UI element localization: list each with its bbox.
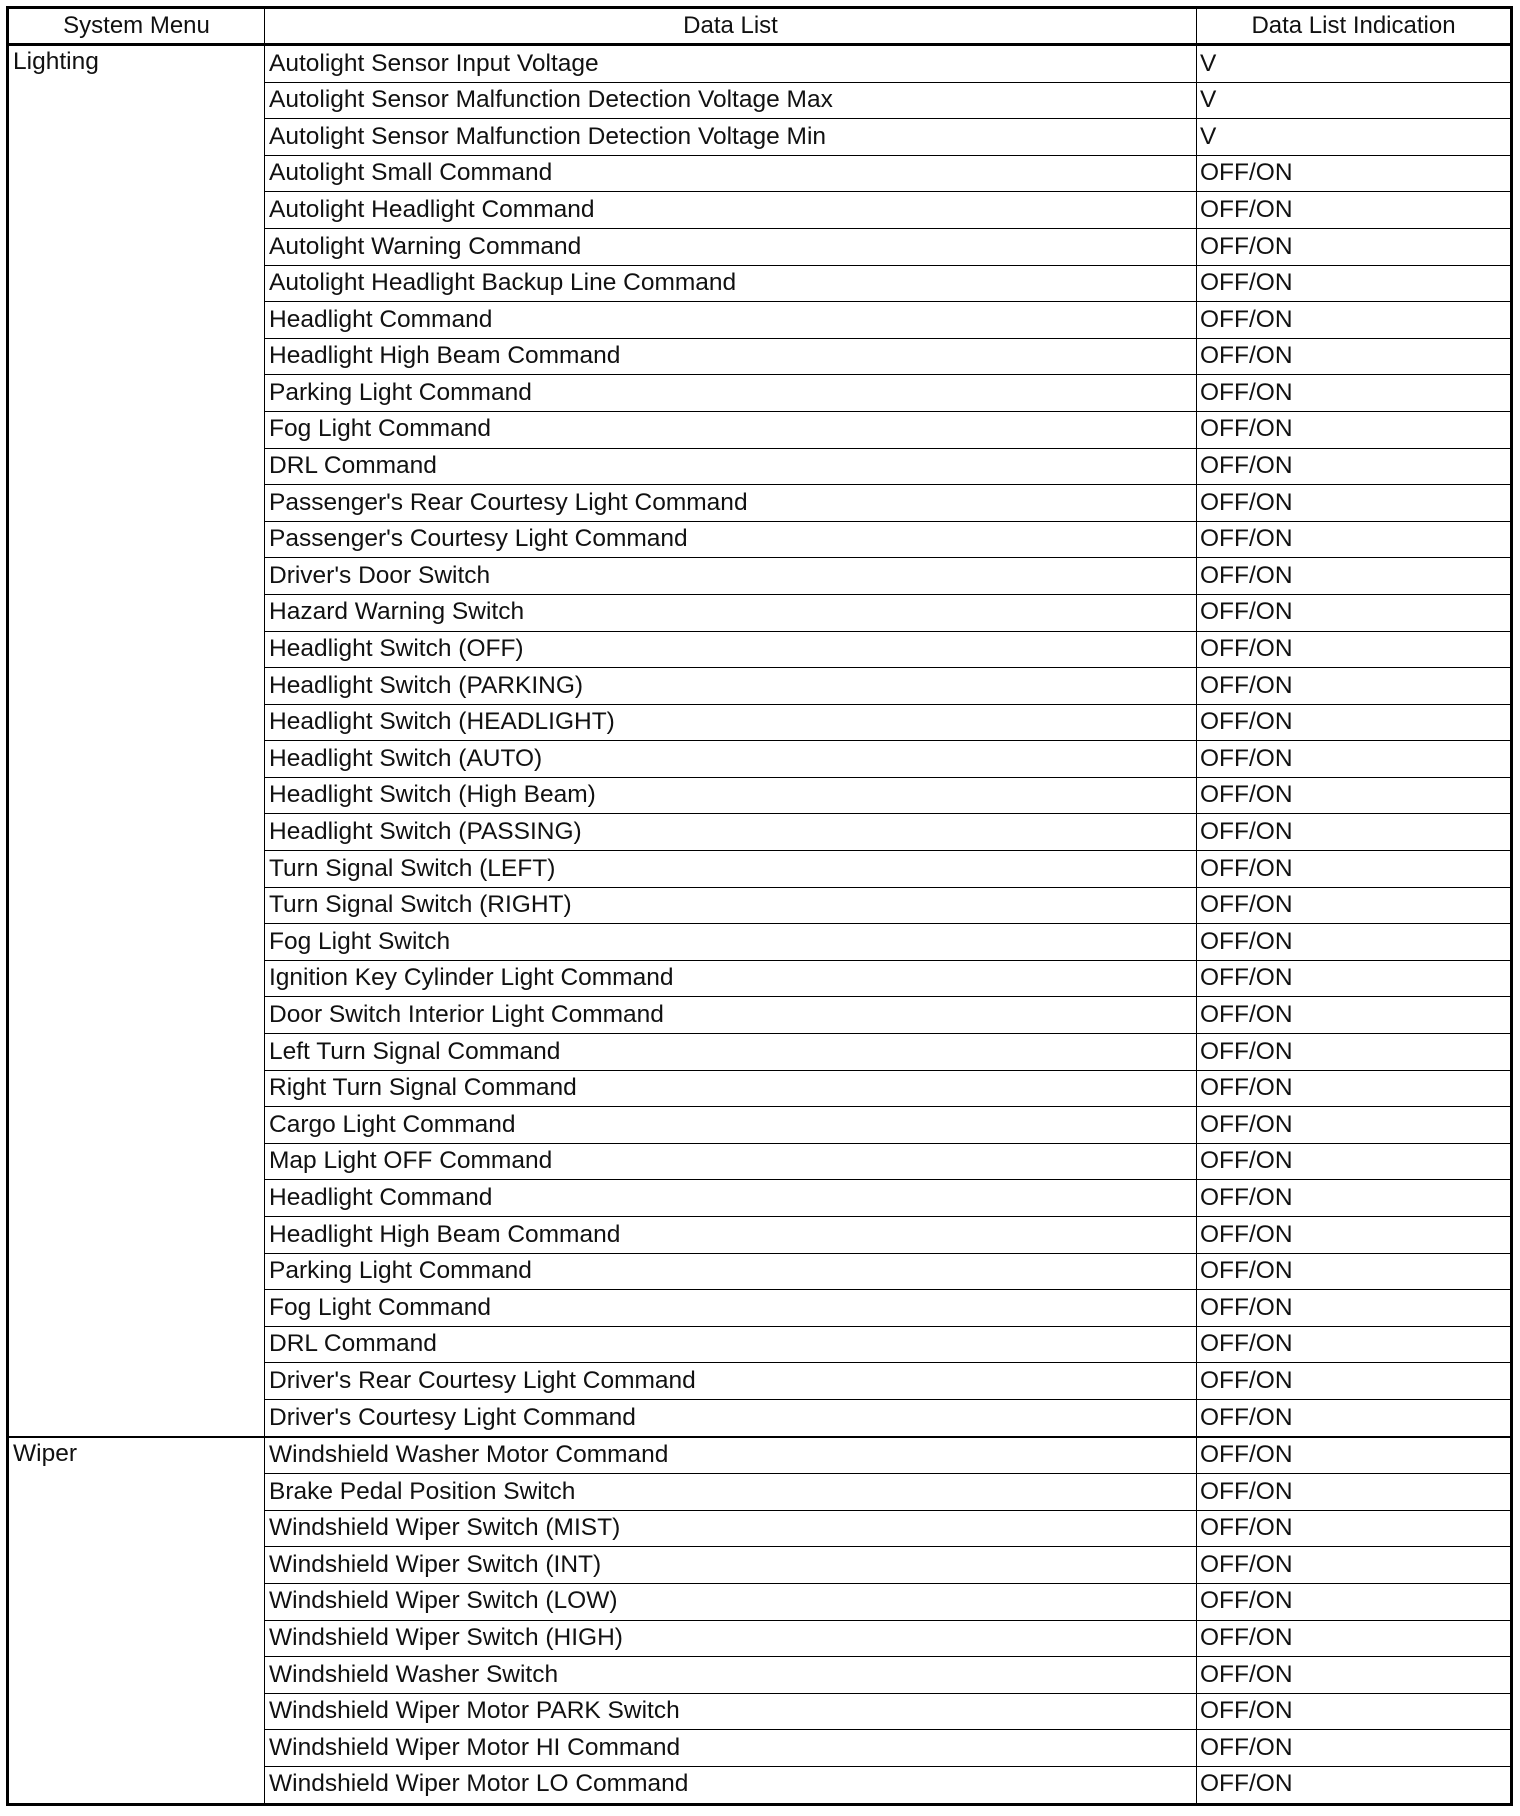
data-list-indication: OFF/ON bbox=[1197, 192, 1512, 229]
data-list-indication: OFF/ON bbox=[1197, 521, 1512, 558]
data-list-indication: OFF/ON bbox=[1197, 704, 1512, 741]
data-list-item: Driver's Courtesy Light Command bbox=[265, 1399, 1197, 1436]
data-list-indication: OFF/ON bbox=[1197, 668, 1512, 705]
data-list-table bbox=[6, 6, 1513, 1806]
header-data-list-indication: Data List Indication bbox=[1197, 8, 1512, 45]
data-list-indication: OFF/ON bbox=[1197, 558, 1512, 595]
table-row bbox=[8, 1437, 1512, 1474]
data-list-indication: OFF/ON bbox=[1197, 1474, 1512, 1511]
data-list-item: Windshield Wiper Motor PARK Switch bbox=[265, 1693, 1197, 1730]
data-list-item: Parking Light Command bbox=[265, 1253, 1197, 1290]
data-list-indication: OFF/ON bbox=[1197, 302, 1512, 339]
data-list-indication: OFF/ON bbox=[1197, 1253, 1512, 1290]
data-list-item: Turn Signal Switch (LEFT) bbox=[265, 851, 1197, 888]
data-list-indication: OFF/ON bbox=[1197, 777, 1512, 814]
data-list-item: Driver's Rear Courtesy Light Command bbox=[265, 1363, 1197, 1400]
data-list-indication: OFF/ON bbox=[1197, 375, 1512, 412]
data-list-item: Driver's Door Switch bbox=[265, 558, 1197, 595]
data-list-item: Map Light OFF Command bbox=[265, 1143, 1197, 1180]
data-list-indication: OFF/ON bbox=[1197, 1620, 1512, 1657]
data-list-indication: OFF/ON bbox=[1197, 960, 1512, 997]
data-list-item: Brake Pedal Position Switch bbox=[265, 1474, 1197, 1511]
data-list-item: Headlight High Beam Command bbox=[265, 338, 1197, 375]
data-list-indication: OFF/ON bbox=[1197, 1217, 1512, 1254]
data-list-item: Parking Light Command bbox=[265, 375, 1197, 412]
system-menu-cell: Wiper bbox=[8, 1437, 265, 1804]
data-list-item: Autolight Sensor Input Voltage bbox=[265, 45, 1197, 83]
data-list-indication: OFF/ON bbox=[1197, 814, 1512, 851]
data-list-indication: V bbox=[1197, 119, 1512, 156]
data-list-item: Headlight Switch (PARKING) bbox=[265, 668, 1197, 705]
data-list-indication: OFF/ON bbox=[1197, 1363, 1512, 1400]
data-list-item: Hazard Warning Switch bbox=[265, 594, 1197, 631]
data-list-item: DRL Command bbox=[265, 448, 1197, 485]
data-list-indication: OFF/ON bbox=[1197, 1547, 1512, 1584]
data-list-item: Autolight Warning Command bbox=[265, 228, 1197, 265]
data-list-indication: OFF/ON bbox=[1197, 741, 1512, 778]
data-list-indication: V bbox=[1197, 82, 1512, 119]
data-list-item: Left Turn Signal Command bbox=[265, 1034, 1197, 1071]
data-list-item: Windshield Wiper Switch (MIST) bbox=[265, 1510, 1197, 1547]
data-list-item: Autolight Sensor Malfunction Detection Voltage Max bbox=[265, 82, 1197, 119]
header-system-menu: System Menu bbox=[8, 8, 265, 45]
data-list-indication: OFF/ON bbox=[1197, 1693, 1512, 1730]
data-list-indication: OFF/ON bbox=[1197, 155, 1512, 192]
data-list-item: Windshield Wiper Switch (HIGH) bbox=[265, 1620, 1197, 1657]
data-list-item: Windshield Wiper Motor HI Command bbox=[265, 1730, 1197, 1767]
data-list-indication: OFF/ON bbox=[1197, 1180, 1512, 1217]
data-list-item: Door Switch Interior Light Command bbox=[265, 997, 1197, 1034]
data-list-item: Autolight Small Command bbox=[265, 155, 1197, 192]
data-list-item: Fog Light Command bbox=[265, 1290, 1197, 1327]
data-list-item: Windshield Washer Motor Command bbox=[265, 1437, 1197, 1474]
data-list-item: Headlight Switch (HEADLIGHT) bbox=[265, 704, 1197, 741]
data-list-indication: OFF/ON bbox=[1197, 1583, 1512, 1620]
data-list-item: Autolight Headlight Command bbox=[265, 192, 1197, 229]
data-list-item: Windshield Washer Switch bbox=[265, 1657, 1197, 1694]
data-list-indication: OFF/ON bbox=[1197, 1107, 1512, 1144]
data-list-indication: OFF/ON bbox=[1197, 997, 1512, 1034]
data-list-item: Windshield Wiper Switch (INT) bbox=[265, 1547, 1197, 1584]
data-list-indication: OFF/ON bbox=[1197, 1730, 1512, 1767]
data-list-indication: OFF/ON bbox=[1197, 887, 1512, 924]
data-list-indication: OFF/ON bbox=[1197, 411, 1512, 448]
data-list-indication: OFF/ON bbox=[1197, 631, 1512, 668]
data-list-item: Headlight High Beam Command bbox=[265, 1217, 1197, 1254]
data-list-indication: OFF/ON bbox=[1197, 338, 1512, 375]
data-list-indication: OFF/ON bbox=[1197, 924, 1512, 961]
data-list-item: Turn Signal Switch (RIGHT) bbox=[265, 887, 1197, 924]
data-list-indication: OFF/ON bbox=[1197, 1290, 1512, 1327]
data-list-indication: OFF/ON bbox=[1197, 228, 1512, 265]
data-list-item: Right Turn Signal Command bbox=[265, 1070, 1197, 1107]
data-list-item: Headlight Switch (High Beam) bbox=[265, 777, 1197, 814]
data-list-indication: OFF/ON bbox=[1197, 1437, 1512, 1474]
table-body bbox=[8, 45, 1512, 1805]
data-list-item: Cargo Light Command bbox=[265, 1107, 1197, 1144]
data-list-item: Windshield Wiper Motor LO Command bbox=[265, 1766, 1197, 1804]
data-list-item: Headlight Command bbox=[265, 1180, 1197, 1217]
data-list-indication: OFF/ON bbox=[1197, 1399, 1512, 1436]
data-list-item: Headlight Switch (PASSING) bbox=[265, 814, 1197, 851]
data-list-indication: OFF/ON bbox=[1197, 485, 1512, 522]
table-row bbox=[8, 45, 1512, 83]
data-list-indication: OFF/ON bbox=[1197, 594, 1512, 631]
header-row bbox=[8, 8, 1512, 45]
data-list-item: Headlight Command bbox=[265, 302, 1197, 339]
table-header bbox=[8, 8, 1512, 45]
data-list-indication: OFF/ON bbox=[1197, 1657, 1512, 1694]
data-list-item: Headlight Switch (OFF) bbox=[265, 631, 1197, 668]
data-list-item: Autolight Headlight Backup Line Command bbox=[265, 265, 1197, 302]
data-list-item: Fog Light Command bbox=[265, 411, 1197, 448]
data-list-indication: OFF/ON bbox=[1197, 1510, 1512, 1547]
data-list-item: Fog Light Switch bbox=[265, 924, 1197, 961]
header-data-list: Data List bbox=[265, 8, 1197, 45]
data-list-indication: OFF/ON bbox=[1197, 851, 1512, 888]
data-list-indication: OFF/ON bbox=[1197, 1326, 1512, 1363]
system-menu-cell: Lighting bbox=[8, 45, 265, 1437]
data-list-indication: OFF/ON bbox=[1197, 448, 1512, 485]
data-list-item: Windshield Wiper Switch (LOW) bbox=[265, 1583, 1197, 1620]
data-list-indication: OFF/ON bbox=[1197, 1034, 1512, 1071]
data-list-indication: OFF/ON bbox=[1197, 265, 1512, 302]
data-list-item: Headlight Switch (AUTO) bbox=[265, 741, 1197, 778]
data-list-indication: OFF/ON bbox=[1197, 1766, 1512, 1804]
data-list-indication: OFF/ON bbox=[1197, 1070, 1512, 1107]
data-list-item: Passenger's Rear Courtesy Light Command bbox=[265, 485, 1197, 522]
data-list-indication: V bbox=[1197, 45, 1512, 83]
data-list-item: DRL Command bbox=[265, 1326, 1197, 1363]
data-list-item: Autolight Sensor Malfunction Detection Voltage Min bbox=[265, 119, 1197, 156]
data-list-item: Ignition Key Cylinder Light Command bbox=[265, 960, 1197, 997]
data-list-item: Passenger's Courtesy Light Command bbox=[265, 521, 1197, 558]
data-list-indication: OFF/ON bbox=[1197, 1143, 1512, 1180]
